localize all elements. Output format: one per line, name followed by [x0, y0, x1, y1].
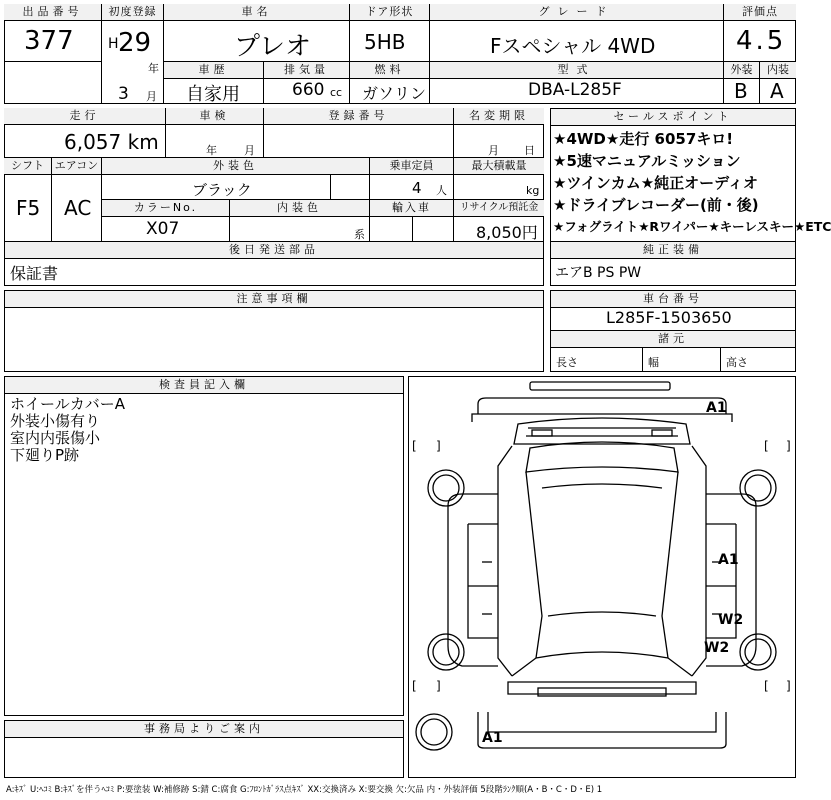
name-change-label: 名変期限 [454, 108, 544, 125]
equipment-value: エアB PS PW [555, 265, 642, 281]
inspector-line: 外装小傷有り [10, 412, 101, 430]
int-label: 内装 [760, 62, 796, 79]
load-cell [454, 158, 544, 200]
fuel-cell [350, 62, 430, 104]
shift-cell [4, 158, 52, 242]
inspector-line: 下廻りP跡 [10, 446, 80, 464]
fuel: ガソリン [362, 84, 427, 103]
mark-right-front-fender: A1 [718, 552, 739, 568]
first-reg-cell [102, 4, 164, 104]
recycle-cell [454, 200, 544, 242]
mileage-cell [4, 108, 166, 158]
mileage-label: 走行 [4, 108, 165, 125]
ext-cell [724, 62, 760, 104]
inspector-line: ホイールカバーA [10, 395, 125, 413]
reg-no-cell [264, 108, 454, 158]
shift-label: シフト [4, 158, 51, 175]
dims-height: 高さ [726, 356, 748, 369]
color-no-label: カラーNo. [102, 200, 229, 217]
svg-text:[: [ [764, 439, 769, 453]
sales-point: ★ツインカム★純正オーディオ [553, 174, 758, 192]
ac-cell [52, 158, 102, 242]
load-unit: kg [526, 184, 540, 197]
import-label: 輸入車 [370, 200, 453, 217]
svg-text:[: [ [764, 679, 769, 693]
score-cell [724, 4, 796, 62]
reg-no-label: 登録番号 [264, 108, 453, 125]
door-type: 5HB [364, 30, 406, 54]
lot-number: 377 [24, 26, 74, 56]
dims-header: 諸元 [551, 331, 795, 348]
grade: Fスペシャル 4WD [490, 34, 656, 58]
mileage: 6,057 km [64, 130, 159, 154]
first-reg-label: 初度登録 [102, 4, 163, 21]
interior-color-cell [230, 200, 370, 242]
dims-width: 幅 [648, 356, 659, 369]
displacement-cell [264, 62, 350, 104]
interior-color-unit: 系 [354, 228, 365, 241]
dims-length: 長さ [556, 356, 578, 369]
color-no-cell [102, 200, 230, 242]
load-label: 最大積載量 [454, 158, 544, 175]
sales-point: ★ドライブレコーダー(前・後) [553, 196, 759, 214]
ac-label: エアコン [52, 158, 101, 175]
sales-point: ★5速マニュアルミッション [553, 152, 741, 170]
chassis-number: L285F-1503650 [606, 308, 732, 327]
capacity-unit: 人 [436, 184, 447, 197]
recycle-label: リサイクル預託金 [454, 200, 544, 217]
inspection-month: 月 [244, 144, 255, 157]
lot-empty-cell [4, 62, 102, 104]
sales-point: ★フォグライト★Rワイパー★キーレスキー★ETC [553, 219, 831, 234]
inspection-cell [166, 108, 264, 158]
car-name-label: 車名 [164, 4, 349, 21]
svg-text:]: ] [436, 439, 441, 453]
history-label: 車歴 [164, 62, 263, 79]
displacement-label: 排気量 [264, 62, 349, 79]
inspection-label: 車検 [166, 108, 263, 125]
model-label: 型式 [430, 62, 723, 79]
later-parts-header: 後日発送部品 [5, 242, 543, 259]
svg-text:[: [ [412, 439, 417, 453]
history: 自家用 [186, 84, 240, 105]
ext-score: B [734, 79, 748, 103]
color: ブラック [192, 181, 252, 199]
int-cell [760, 62, 796, 104]
car-diagram [408, 376, 796, 778]
import-cell [370, 200, 454, 242]
color-divider [330, 175, 331, 200]
mark-spare: A1 [482, 730, 503, 746]
score-label: 評価点 [724, 4, 796, 21]
color-no: X07 [146, 219, 180, 239]
legend: A:ｷｽﾞ U:ﾍｺﾐ B:ｷｽﾞを伴うﾍｺﾐ P:要塗装 W:補修跡 S:錆 C:腐食 G:ﾌﾛﾝﾄｶﾞﾗｽ点ｷｽﾞ XX:交換済み X:要交換 欠:欠品 内・外装評価 5段階ﾗﾝｸ順(A・B・C・D・E) 1 [6, 785, 603, 795]
name-change-day: 日 [524, 144, 535, 157]
svg-text:]: ] [786, 439, 791, 453]
ext-label: 外装 [724, 62, 759, 79]
sales-points [553, 128, 831, 238]
car-name: プレオ [234, 32, 311, 62]
mark-right-quarter: W2 [704, 640, 730, 656]
displacement: 660 [292, 80, 325, 100]
interior-color-label: 内装色 [230, 200, 369, 217]
inspector-line: 室内内張傷小 [10, 429, 101, 447]
car-name-cell [164, 4, 350, 62]
recycle-fee: 8,050円 [476, 223, 538, 242]
chassis-header: 車台番号 [551, 291, 795, 308]
door-label: ドア形状 [350, 4, 429, 21]
sales-point: ★4WD★走行 6057キロ! [553, 130, 734, 148]
later-parts-value: 保証書 [10, 264, 59, 283]
inspector-header: 検査員記入欄 [5, 377, 403, 394]
month-unit: 月 [146, 90, 157, 103]
name-change-cell [454, 108, 544, 158]
capacity-label: 乗車定員 [370, 158, 453, 175]
notes-header: 注意事項欄 [5, 291, 543, 308]
name-change-month: 月 [488, 144, 499, 157]
reg-month: 3 [118, 84, 129, 104]
score: 4.5 [736, 26, 787, 56]
capacity: 4 [412, 179, 422, 197]
capacity-cell [370, 158, 454, 200]
svg-text:]: ] [786, 679, 791, 693]
equipment-header: 純正装備 [551, 242, 795, 259]
shift: F5 [16, 196, 41, 220]
grade-cell [430, 4, 724, 62]
fuel-label: 燃料 [350, 62, 429, 79]
history-cell [164, 62, 264, 104]
lot-cell [4, 4, 102, 62]
color-label: 外装色 [102, 158, 369, 175]
svg-text:]: ] [436, 679, 441, 693]
displacement-unit: cc [330, 86, 343, 99]
svg-text:[: [ [412, 679, 417, 693]
door-cell [350, 4, 430, 62]
reg-year: 29 [118, 28, 152, 58]
era: H [108, 36, 119, 52]
sales-header: セールスポイント [551, 109, 795, 126]
model-cell [430, 62, 724, 104]
mark-right-rear-door: W2 [718, 612, 744, 628]
ac: AC [64, 196, 92, 220]
inspector-notes [10, 396, 125, 464]
mark-front-bumper: A1 [706, 400, 727, 416]
lot-label: 出品番号 [4, 4, 101, 21]
year-unit: 年 [148, 62, 159, 75]
inspection-year: 年 [206, 144, 217, 157]
model: DBA-L285F [528, 80, 622, 100]
office-header: 事務局よりご案内 [5, 721, 403, 738]
int-score: A [770, 79, 784, 103]
grade-label: グレード [430, 4, 723, 21]
